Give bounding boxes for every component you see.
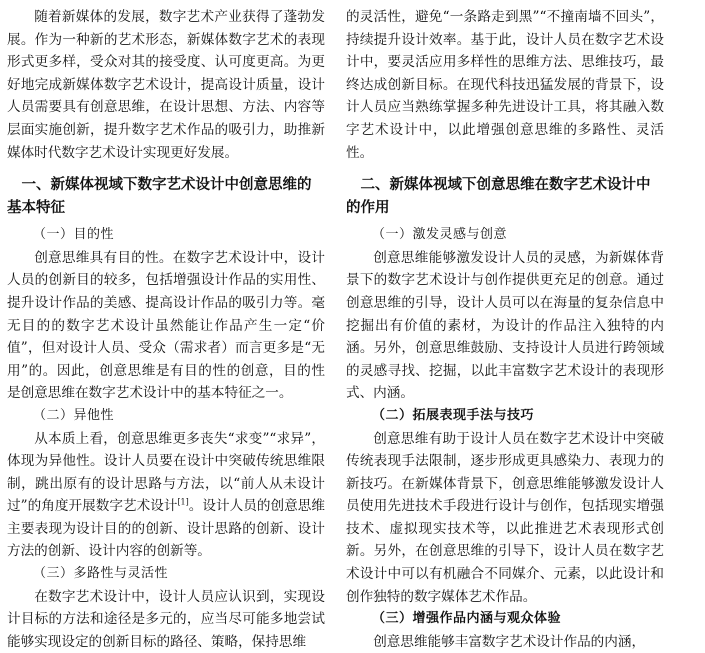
- right-column: [346, 6, 664, 653]
- paragraph-techniques: 创意思维有助于设计人员在数字艺术设计中突破传统表现手法限制，逐步形成更具感染力、表现力的新技巧。在新媒体背景下，创意思维能够激发设计人员使用先进技术手段进行设计与创作，包括现实增强技术、虚拟现实技术等，以此推进艺术表现形式创新。另外，在创意思维的引导下，设计人员在数字艺术设计中可以有机融合不同媒介、元素，以此设计和创作独特的数字媒体艺术作品。: [346, 430, 664, 605]
- subheading-techniques: （二）拓展表现手法与技巧: [372, 407, 535, 423]
- section-heading-1: 一、新媒体视域下数字艺术设计中创意思维的基本特征: [7, 177, 312, 217]
- paragraph-purposefulness: 创意思维具有目的性。在数字艺术设计中，设计人员的创新目的较多，包括增强设计作品的实用性、提升设计作品的美感、提高设计作品的吸引力等。毫无目的的数字艺术设计虽然能让作品产生一定“价值”，但对设计人员、受众（需求者）而言更多是“无用”的。因此，创意思维是有目的性的创意，目的性是创意思维在数字艺术设计中的基本特征之一。: [7, 249, 325, 402]
- paragraph-continued: 的灵活性，避免“一条路走到黑”“不撞南墙不回头”，持续提升设计效率。基于此，设计人员在数字艺术设计中，要灵活应用多样性的思维方法、思维技巧，最终达成创新目标。在现代科技迅猛发展的背景下，设计人员应当熟练掌握多种先进设计工具，将其融入数字艺术设计中，以此增强创意思维的多路性、灵活性。: [346, 9, 664, 161]
- paragraph-otherness-part2: 。设计人员的创意思维主要表现为设计目的的创新、设计思路的创新、设计方法的创新、设计内容的创新等。: [7, 498, 325, 560]
- subheading-multipath: （三）多路性与灵活性: [33, 566, 169, 582]
- paragraph-inspiration: 创意思维能够激发设计人员的灵感，为新媒体背景下的数字艺术设计与创作提供更充足的创意。通过创意思维的引导，设计人员可以在海量的复杂信息中挖掘出有价值的素材，为设计的作品注入独特的内涵。另外，创意思维鼓励、支持设计人员进行跨领域的灵感寻找、挖掘，以此丰富数字艺术设计的表现形式、内涵。: [346, 249, 664, 402]
- subheading-inspiration: （一）激发灵感与创意: [372, 227, 508, 243]
- intro-paragraph: 随着新媒体的发展，数字艺术产业获得了蓬勃发展。作为一种新的艺术形态，新媒体数字艺术的表现形式更多样，受众对其的接受度、认可度更高。为更好地完成新媒体数字艺术设计，提高设计质量，设计人员需要具有创意思维，在设计思想、方法、内容等层面实施创新，提升数字艺术作品的吸引力，助推新媒体时代数字艺术设计实现更好发展。: [7, 9, 325, 161]
- paragraph-multipath: 在数字艺术设计中，设计人员应认识到，实现设计目标的方法和途径是多元的，应当尽可能多地尝试能够实现设定的创新目标的路径、策略，保持思维: [7, 588, 325, 650]
- paragraph-otherness: [7, 428, 325, 564]
- citation-ref: [1]: [177, 497, 189, 507]
- subheading-purposefulness: （一）目的性: [33, 227, 115, 243]
- subheading-otherness: （二）异他性: [33, 407, 115, 423]
- subheading-experience: （三）增强作品内涵与观众体验: [372, 611, 562, 627]
- paragraph-otherness-part1: 从本质上看，创意思维更多丧失“求变”“求异”，体现为异他性。设计人员要在设计中突破传统思维限制，跳出原有的设计思路与方法，以“前人从未设计过”的角度开展数字艺术设计: [7, 430, 325, 515]
- paragraph-experience: 创意思维能够丰富数字艺术设计作品的内涵，: [373, 633, 646, 650]
- left-column: [7, 6, 325, 653]
- section-heading-2: 二、新媒体视域下创意思维在数字艺术设计中的作用: [346, 177, 651, 217]
